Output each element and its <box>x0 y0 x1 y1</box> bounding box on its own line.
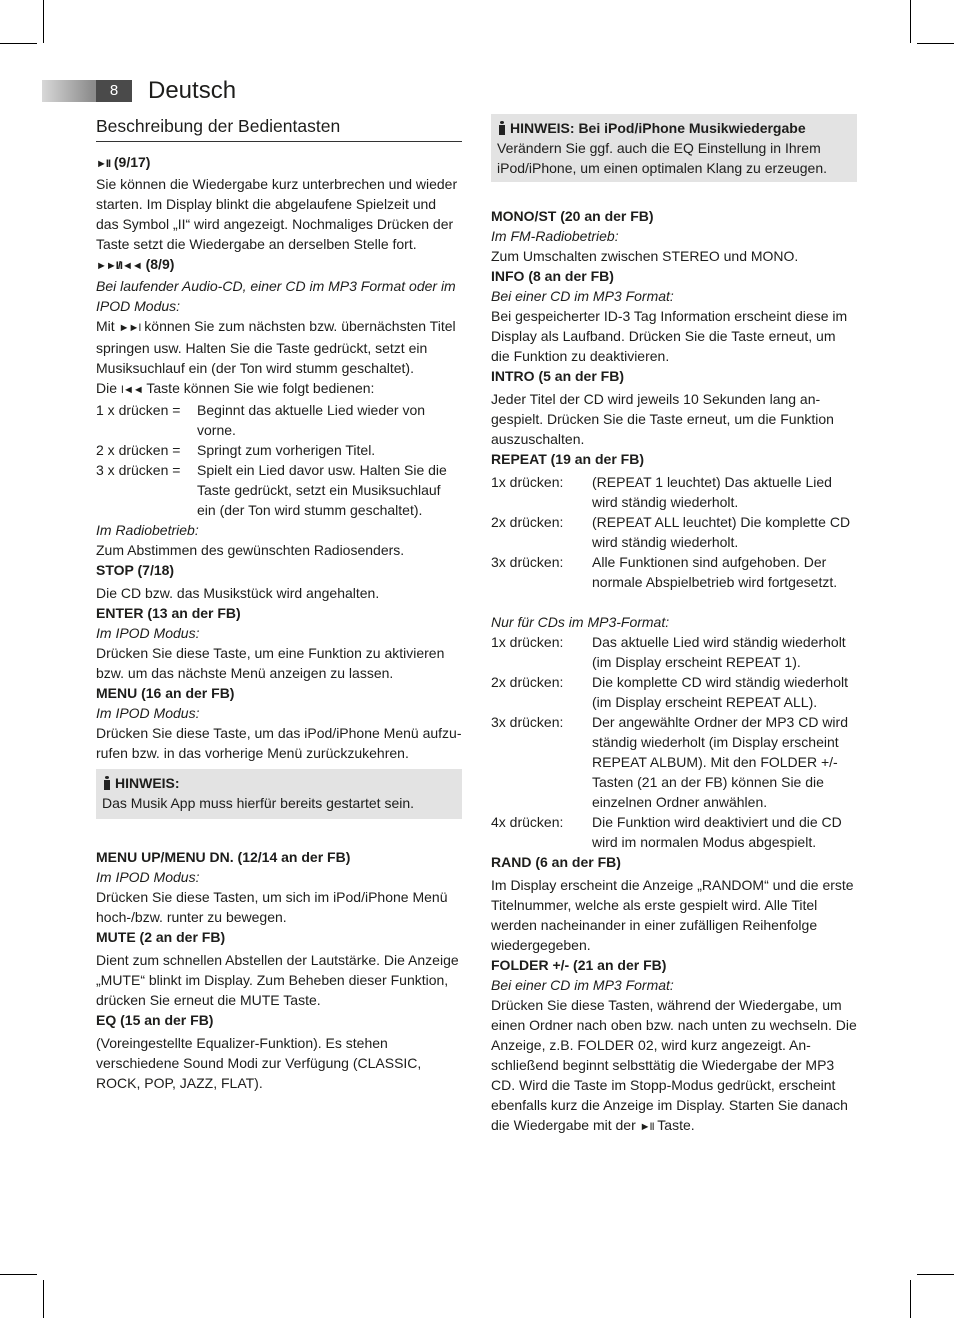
repeat-mp3-italic: Nur für CDs im MP3-Format: <box>491 614 670 630</box>
mono-text: Zum Umschalten zwischen STEREO und MONO. <box>491 248 799 264</box>
skip-heading: ►►I/I◄◄ (8/9) <box>96 256 175 272</box>
stop-heading: STOP (7/18) <box>96 562 175 578</box>
menu-updn-italic: Im IPOD Modus: <box>96 869 200 885</box>
table-row: 2 x drücken = Springt zum vorherigen Titel. <box>96 442 376 458</box>
table-row: 3x drücken: Alle Funktionen sind aufgehoben. Der normale Abspielbetrieb wird fortgesetzt. <box>491 554 838 590</box>
skip-italic: Bei laufender Audio-CD, einer CD im MP3 Format oder im IPOD Modus: <box>96 278 456 314</box>
note-text: Das Musik App muss hierfür bereits gestartet sein. <box>102 795 415 811</box>
menu-heading: MENU (16 an der FB) <box>96 685 235 701</box>
menu-text: Drücken Sie diese Taste, um das iPod/iPhone Menü aufzurufen bzw. in das vorherige Menü zurückzukehren. <box>96 725 462 761</box>
crop-mark-bl-v <box>43 1280 44 1318</box>
folder-italic: Bei einer CD im MP3 Format: <box>491 977 674 993</box>
next-icon: ►►I <box>118 322 141 334</box>
mono-heading: MONO/ST (20 an der FB) <box>491 208 654 224</box>
table-row: 3x drücken: Der angewählte Ordner der MP3 CD wird ständig wiederholt (im Display erscheint REPEAT ALBUM). Mit den FOLDER +/- Tasten (21 an der FB) können Sie die einzelnen Ordner anwählen. <box>491 714 848 810</box>
menu-updn-heading: MENU UP/MENU DN. (12/14 an der FB) <box>96 849 351 865</box>
info-text: Bei gespeicherter ID-3 Tag Information erscheint diese im Display als Laufband. Drücken Sie die Taste erneut, um die Funktion zu deaktivieren. <box>491 308 848 364</box>
skip-table <box>96 400 462 520</box>
eq-heading: EQ (15 an der FB) <box>96 1012 214 1028</box>
enter-italic: Im IPOD Modus: <box>96 625 200 641</box>
menu-updn-text: Drücken Sie diese Tasten, um sich im iPod/iPhone Menü hoch-/bzw. runter zu bewegen. <box>96 889 448 925</box>
info-italic: Bei einer CD im MP3 Format: <box>491 288 674 304</box>
enter-text: Drücken Sie diese Taste, um eine Funktion zu aktivieren bzw. um das nächste Menü anzeigen zu lassen. <box>96 645 445 681</box>
right-column <box>491 114 857 1137</box>
mute-heading: MUTE (2 an der FB) <box>96 929 226 945</box>
crop-mark-br-v <box>910 1280 911 1318</box>
note-box <box>96 769 462 819</box>
intro-text: Jeder Titel der CD wird jeweils 10 Sekunden lang angespielt. Drücken Sie die Taste erneut, um die Funktion auszuschalten. <box>491 391 834 447</box>
mute-text: Dient zum schnellen Abstellen der Lautstärke. Die Anzeige „MUTE“ blinkt im Display. Zum Beheben dieser Funktion, drücken Sie erneut die MUTE Taste. <box>96 952 459 1008</box>
crop-mark-br-h <box>917 1274 954 1275</box>
ipod-note-box <box>491 114 857 182</box>
mono-italic: Im FM-Radiobetrieb: <box>491 228 619 244</box>
table-row: 1x drücken: Das aktuelle Lied wird ständig wiederholt (im Display erscheint REPEAT 1). <box>491 634 846 670</box>
eq-text: (Voreingestellte Equalizer-Funktion). Es stehen verschiedene Sound Modi zur Verfügung (CLASSIC, ROCK, POP, JAZZ, FLAT). <box>96 1035 422 1091</box>
crop-mark-tl-v <box>43 0 44 43</box>
play-pause-heading: ►II (9/17) <box>96 154 151 170</box>
table-row: 1x drücken: (REPEAT 1 leuchtet) Das aktuelle Lied wird ständig wiederholt. <box>491 474 832 510</box>
folder-text: Drücken Sie diese Tasten, während der Wiedergabe, um einen Ordner nach oben bzw. nach unten zu wechseln. Die Anzeige, z.B. FOLDER 02, wird kurz angezeigt. Anschließend beginnt selbsttätig die Wiedergabe der MP3 CD. Wird die Taste im Stopp-Modus gedrückt, erscheint ebenfalls kurz die Anzeige im Display. Starten Sie danach die Wiedergabe mit der ►II Taste. <box>491 997 857 1133</box>
stop-text: Die CD bzw. das Musikstück wird angehalten. <box>96 585 380 601</box>
info-heading: INFO (8 an der FB) <box>491 268 614 284</box>
play-pause-icon: ►II <box>639 1121 654 1133</box>
table-row: 2x drücken: Die komplette CD wird ständig wiederholt (im Display erscheint REPEAT ALL). <box>491 674 848 710</box>
intro-heading: INTRO (5 an der FB) <box>491 368 625 384</box>
skip-text: Mit ►►I können Sie zum nächsten bzw. übernächsten Titel springen usw. Halten Sie die Taste gedrückt, setzt ein Musiksuchlauf ein (der Ton wird stumm geschaltet). <box>96 318 456 376</box>
menu-italic: Im IPOD Modus: <box>96 705 200 721</box>
info-icon <box>102 776 112 790</box>
table-row: 3 x drücken = Spielt ein Lied davor usw. Halten Sie die Taste gedrückt, setzt ein Musiksuchlauf ein (der Ton wird stumm geschaltet). <box>96 462 447 518</box>
folder-heading: FOLDER +/- (21 an der FB) <box>491 957 667 973</box>
radio-italic: Im Radiobetrieb: <box>96 522 199 538</box>
crop-mark-tl-h <box>0 43 37 44</box>
repeat-table <box>491 472 857 592</box>
ipod-note-heading: HINWEIS: Bei iPod/iPhone Musikwiedergabe <box>497 118 851 138</box>
crop-mark-bl-h <box>0 1274 37 1275</box>
ipod-note-text: Verändern Sie ggf. auch die EQ Einstellung in Ihrem iPod/iPhone, um einen optimalen Klang zu erzeugen. <box>497 140 827 176</box>
info-icon <box>497 121 507 135</box>
table-row: 2x drücken: (REPEAT ALL leuchtet) Die komplette CD wird ständig wiederholt. <box>491 514 851 550</box>
crop-mark-tr-h <box>917 43 954 44</box>
left-column <box>96 114 462 1093</box>
enter-heading: ENTER (13 an der FB) <box>96 605 241 621</box>
table-row: 4x drücken: Die Funktion wird deaktiviert und die CD wird im normalen Modus abgespielt. <box>491 814 842 850</box>
repeat-mp3-table <box>491 632 857 852</box>
prev-icon: I◄◄ <box>120 384 143 396</box>
language-title: Deutsch <box>148 77 237 104</box>
note-heading: HINWEIS: <box>102 773 456 793</box>
play-pause-icon: ►II <box>96 158 110 170</box>
repeat-heading: REPEAT (19 an der FB) <box>491 451 644 467</box>
radio-text: Zum Abstimmen des gewünschten Radiosenders. <box>96 542 405 558</box>
section-title: Beschreibung der Bedientasten <box>96 114 462 142</box>
page-number: 8 <box>96 80 132 102</box>
table-row: 1 x drücken = Beginnt das aktuelle Lied wieder von vorne. <box>96 402 426 438</box>
rand-text: Im Display erscheint die Anzeige „RANDOM“ und die erste Titelnummer, welche als erste gespielt wird. Alle Titel werden nacheinander in einer zufälligen Reihenfolge wiedergegeben. <box>491 877 854 953</box>
skip-intro: Die I◄◄ Taste können Sie wie folgt bedienen: <box>96 380 375 396</box>
play-pause-text: Sie können die Wiedergabe kurz unterbrechen und wieder starten. Im Display blinkt die abgelaufene Spielzeit und das Symbol „II“ wird angezeigt. Nochmaliges Drücken der Taste setzt die Wiedergabe an derselben Stelle fort. <box>96 176 458 252</box>
rand-heading: RAND (6 an der FB) <box>491 854 621 870</box>
skip-icon: ►►I/I◄◄ <box>96 260 142 272</box>
crop-mark-tr-v <box>910 0 911 43</box>
